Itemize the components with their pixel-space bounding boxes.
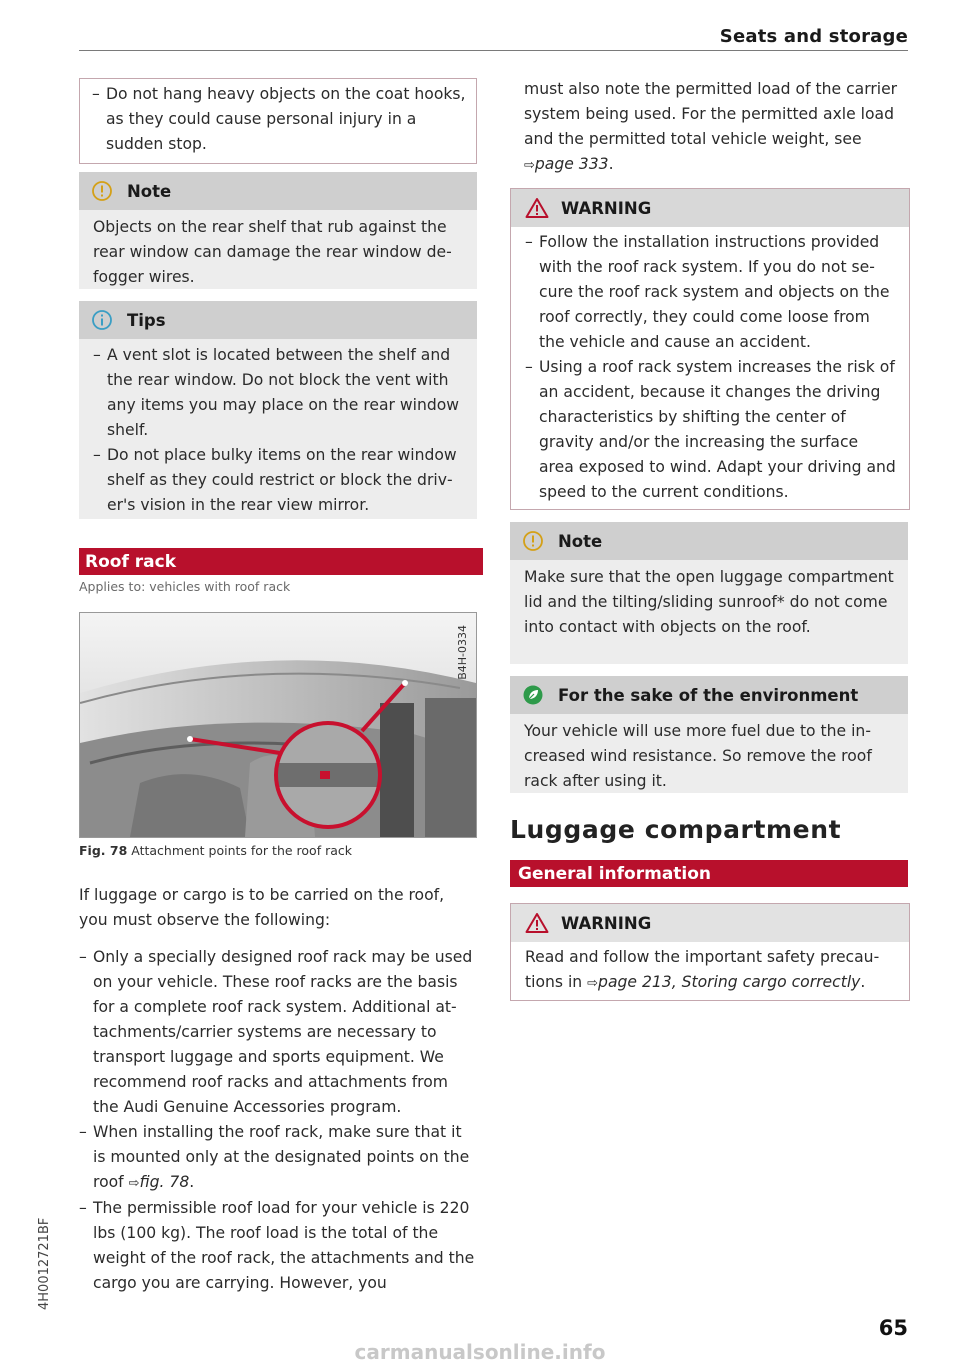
note-text: Make sure that the open luggage compartment lid and the tilting/sliding sunroof* do not come into contact with objects on the roof. <box>524 568 894 636</box>
section-title-general-information: General information <box>510 860 908 887</box>
warning-triangle-icon <box>525 912 549 934</box>
figure-caption-text: Attachment points for the roof rack <box>131 843 352 858</box>
roof-rack-figure <box>79 612 477 838</box>
figure-reference-link[interactable]: fig. 78 <box>139 1173 190 1191</box>
roof-rack-intro: If luggage or cargo is to be carried on the roof, you must observe the following: <box>79 886 445 929</box>
warning-text <box>511 942 909 1004</box>
punctuation: . <box>189 1173 195 1191</box>
arrow-right-icon: ⇨ <box>128 1176 140 1191</box>
leaf-icon <box>522 684 544 706</box>
roof-rack-list <box>79 945 477 1296</box>
warning-box-luggage <box>510 903 910 1001</box>
list-item: – Using a roof rack system increases the risk of an accident, because it changes the driving characteristics by shifting the center of gravity and/or the increasing the surface area exposed to wind. Adapt your driving and speed to the current conditions. <box>525 355 897 505</box>
exclamation-circle-icon <box>91 180 113 202</box>
note-label: Note <box>558 531 603 551</box>
page-number: 65 <box>878 1316 908 1340</box>
figure-caption-label: Fig. 78 <box>79 843 128 858</box>
environment-box <box>510 676 908 793</box>
environment-header <box>510 676 908 714</box>
warning-header <box>511 904 909 942</box>
note-box-luggage <box>510 522 908 664</box>
warning-label: WARNING <box>561 198 652 218</box>
side-code-text: 4H0012721BF <box>37 1217 52 1310</box>
arrow-right-icon: ⇨ <box>587 976 599 991</box>
list-item: – A vent slot is located between the shelf and the rear window. Do not block the vent with any items you may place on the rear window shelf. <box>93 343 465 443</box>
note-label: Note <box>127 181 172 201</box>
list-item: – Only a specially designed roof rack may be used on your vehicle. These roof racks are the basis for a complete roof rack system. Additional attachments/carrier systems are necessary to transport luggage and sports equipment. We recommend roof racks and attachments from the Audi Genuine Accessories program. <box>79 945 477 1120</box>
warning-continuation-box <box>79 78 477 164</box>
applies-to: Applies to: vehicles with roof rack <box>79 579 291 594</box>
note-box <box>79 172 477 289</box>
figure-caption <box>79 843 477 858</box>
warning-label: WARNING <box>561 913 652 933</box>
running-header: Seats and storage <box>719 26 908 47</box>
list-item: – Do not place bulky items on the rear window shelf as they could restrict or block the driver's vision in the rear view mirror. <box>93 443 465 518</box>
figure-code: B4H-0334 <box>456 625 469 680</box>
list-item: – Follow the installation instructions provided with the roof rack system. If you do not secure the roof rack system and objects on the roof correctly, they could come loose from the vehicle and cause an accident. <box>525 230 897 355</box>
tips-label: Tips <box>127 310 166 330</box>
punctuation: . <box>860 973 866 991</box>
environment-text: Your vehicle will use more fuel due to the increased wind resistance. So remove the roof rack after using it. <box>524 722 872 790</box>
note-header <box>510 522 908 560</box>
warning-box-roof-rack <box>510 188 910 510</box>
continuation-paragraph <box>510 77 908 178</box>
page-reference-link[interactable]: page 213, Storing cargo correctly <box>598 973 861 991</box>
header-rule <box>79 50 908 51</box>
heading-luggage-compartment: Luggage compartment <box>510 815 842 844</box>
list-item <box>79 1120 477 1196</box>
continuation-text: must also note the permitted load of the carrier system being used. For the permitted axle load and the permitted total vehicle weight, see <box>524 80 898 148</box>
environment-label: For the sake of the environment <box>558 685 859 705</box>
list-item: – Do not hang heavy objects on the coat hooks, as they could cause personal injury in a sudden stop. <box>92 82 466 157</box>
list-item: – The permissible roof load for your vehicle is 220 lbs (100 kg). The roof load is the total of the weight of the roof rack, the attachments and the cargo you are carrying. However, you <box>79 1196 477 1296</box>
warning-body: Read and follow the important safety precautions in <box>525 948 880 991</box>
footer-watermark: carmanualsonline.info <box>354 1340 606 1364</box>
arrow-right-icon: ⇨ <box>524 158 535 173</box>
page-reference-link[interactable]: page 333 <box>534 155 609 173</box>
tips-header <box>79 301 477 339</box>
punctuation: . <box>608 155 614 173</box>
note-header <box>79 172 477 210</box>
note-text: Objects on the rear shelf that rub against the rear window can damage the rear window defogger wires. <box>93 218 452 286</box>
exclamation-circle-icon <box>522 530 544 552</box>
warning-triangle-icon <box>525 197 549 219</box>
list-item-text: When installing the roof rack, make sure that it is mounted only at the designated points on the roof <box>93 1123 470 1191</box>
tips-box <box>79 301 477 519</box>
section-title-roof-rack: Roof rack <box>79 548 483 575</box>
warning-header <box>511 189 909 227</box>
side-document-code <box>34 1200 54 1310</box>
info-circle-icon <box>91 309 113 331</box>
